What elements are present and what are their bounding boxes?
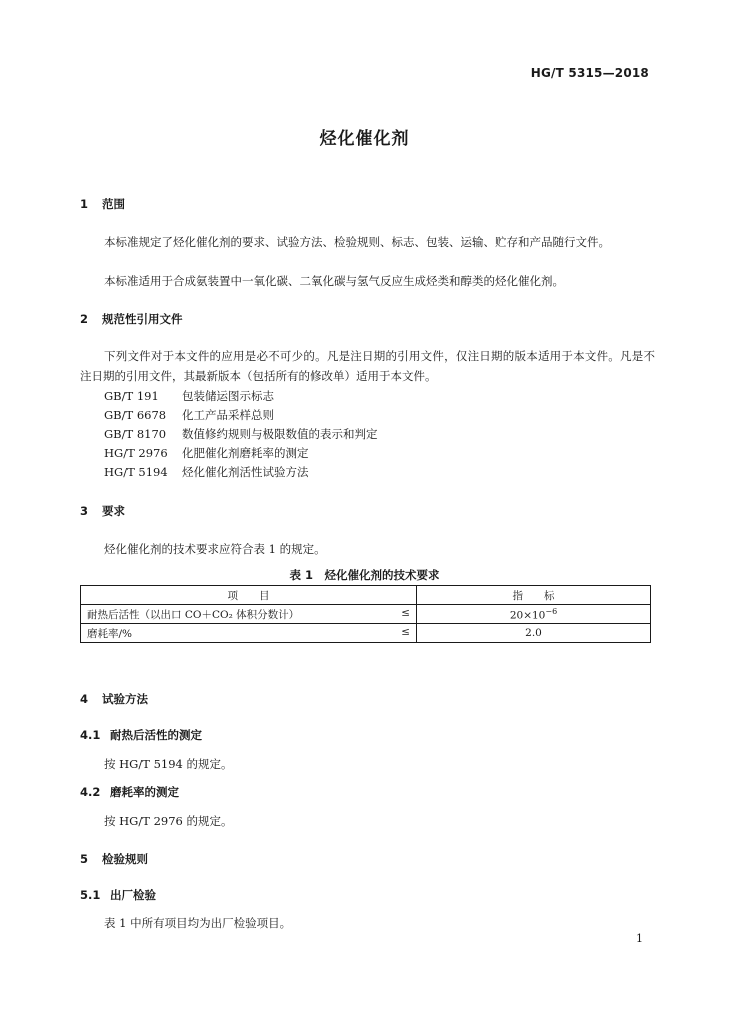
subsection-title: 磨耗率的测定 bbox=[110, 785, 179, 799]
section-number: 3 bbox=[80, 504, 89, 518]
table-cell-value bbox=[417, 605, 651, 624]
section-3-paragraph-1: 烃化催化剂的技术要求应符合表 1 的规定。 bbox=[104, 542, 326, 556]
subsection-4-1-heading bbox=[80, 727, 202, 743]
reference-title: 包装储运图示标志 bbox=[182, 389, 274, 403]
reference-code: GB/T 6678 bbox=[104, 408, 167, 422]
section-1-paragraph-1: 本标准规定了烃化催化剂的要求、试验方法、检验规则、标志、包装、运输、贮存和产品随行文件。 bbox=[104, 235, 610, 249]
table-cell-item bbox=[81, 624, 417, 643]
reference-code: GB/T 8170 bbox=[104, 427, 167, 441]
reference-title: 化肥催化剂磨耗率的测定 bbox=[182, 446, 309, 460]
value-base: 2.0 bbox=[525, 627, 542, 639]
subsection-number: 5.1 bbox=[80, 888, 101, 902]
section-3-heading bbox=[80, 503, 125, 519]
subsection-5-1-text: 表 1 中所有项目均为出厂检验项目。 bbox=[104, 916, 292, 930]
table-row bbox=[81, 624, 651, 643]
section-number: 1 bbox=[80, 197, 89, 211]
table-caption: 表 1 烃化催化剂的技术要求 bbox=[289, 568, 440, 582]
reference-code: HG/T 2976 bbox=[104, 446, 168, 460]
section-title: 试验方法 bbox=[102, 692, 148, 706]
subsection-number: 4.1 bbox=[80, 728, 101, 742]
section-number: 2 bbox=[80, 312, 89, 326]
column-header-item: 项 目 bbox=[81, 586, 417, 605]
subsection-4-1-text: 按 HG/T 5194 的规定。 bbox=[104, 757, 233, 771]
reference-item bbox=[104, 464, 309, 480]
section-number: 4 bbox=[80, 692, 89, 706]
value-base: 20×10 bbox=[509, 609, 546, 622]
subsection-title: 出厂检验 bbox=[110, 888, 156, 902]
requirements-table bbox=[80, 585, 651, 643]
table-header-row bbox=[81, 586, 651, 605]
item-label: 磨耗率/% bbox=[87, 627, 133, 640]
document-title: 烃化催化剂 bbox=[319, 129, 410, 149]
reference-code: HG/T 5194 bbox=[104, 465, 168, 479]
comparison-symbol: ≤ bbox=[401, 606, 410, 619]
reference-title: 化工产品采样总则 bbox=[182, 408, 274, 422]
subsection-number: 4.2 bbox=[80, 785, 101, 799]
section-2-heading bbox=[80, 311, 183, 327]
section-title: 规范性引用文件 bbox=[102, 312, 183, 326]
section-4-heading bbox=[80, 691, 148, 707]
reference-code: GB/T 191 bbox=[104, 389, 159, 403]
reference-item bbox=[104, 407, 274, 423]
reference-item bbox=[104, 445, 309, 461]
item-label: 耐热后活性（以出口 CO＋CO₂ 体积分数计） bbox=[87, 608, 300, 621]
section-2-paragraph-1: 下列文件对于本文件的应用是必不可少的。凡是注日期的引用文件，仅注日期的版本适用于本文件。凡是不注日期的引用文件，其最新版本（包括所有的修改单）适用于本文件。 bbox=[80, 349, 655, 383]
reference-title: 烃化催化剂活性试验方法 bbox=[182, 465, 309, 479]
reference-item bbox=[104, 388, 274, 404]
section-1-heading bbox=[80, 196, 125, 212]
section-title: 检验规则 bbox=[102, 852, 148, 866]
subsection-5-1-heading bbox=[80, 887, 156, 903]
table-cell-item bbox=[81, 605, 417, 624]
section-number: 5 bbox=[80, 852, 89, 866]
reference-title: 数值修约规则与极限数值的表示和判定 bbox=[182, 427, 378, 441]
page-number: 1 bbox=[636, 932, 643, 945]
subsection-4-2-text: 按 HG/T 2976 的规定。 bbox=[104, 814, 233, 828]
section-title: 要求 bbox=[102, 504, 125, 518]
reference-item bbox=[104, 426, 378, 442]
column-header-value: 指 标 bbox=[417, 586, 651, 605]
standard-code: HG/T 5315—2018 bbox=[530, 66, 649, 80]
subsection-4-2-heading bbox=[80, 784, 179, 800]
comparison-symbol: ≤ bbox=[401, 625, 410, 638]
subsection-title: 耐热后活性的测定 bbox=[110, 728, 202, 742]
table-row bbox=[81, 605, 651, 624]
section-1-paragraph-2: 本标准适用于合成氨装置中一氧化碳、二氧化碳与氢气反应生成烃类和醇类的烃化催化剂。 bbox=[104, 274, 564, 288]
value-exponent: −6 bbox=[545, 606, 558, 616]
table-cell-value bbox=[417, 624, 651, 643]
section-5-heading bbox=[80, 851, 148, 867]
section-title: 范围 bbox=[102, 197, 125, 211]
